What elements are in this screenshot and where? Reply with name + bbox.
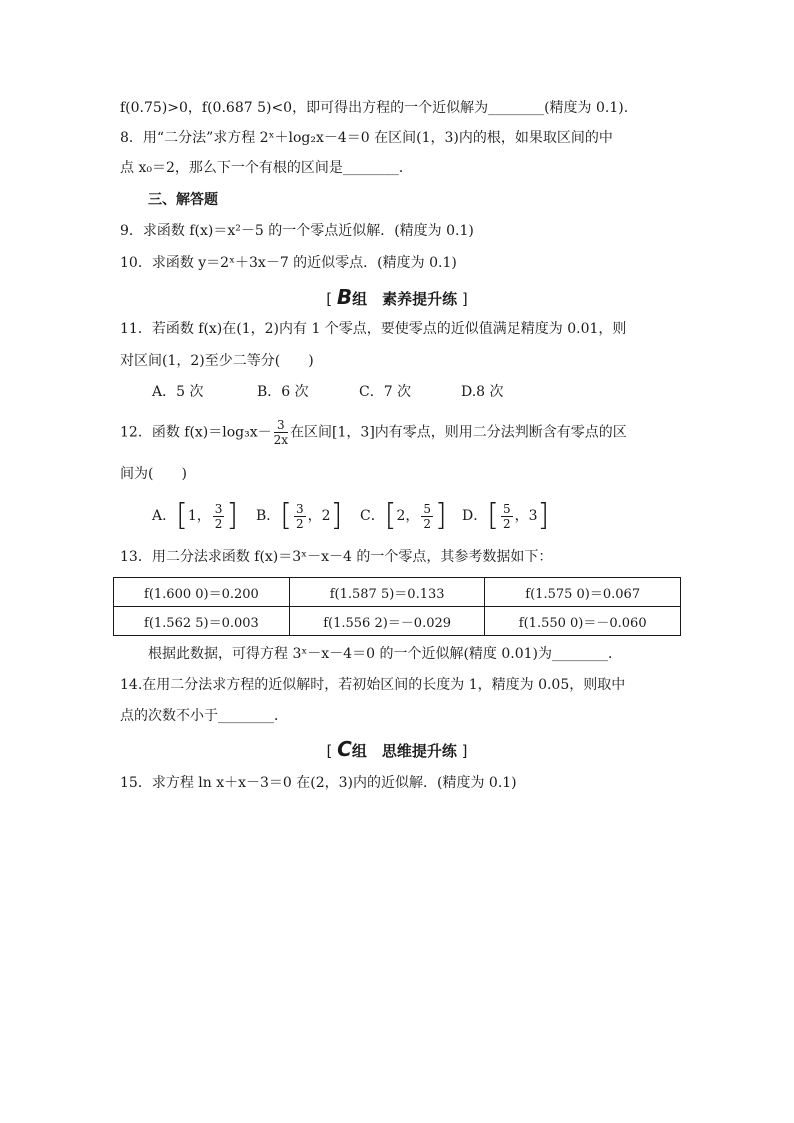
fraction-denominator: 2 xyxy=(423,516,431,531)
table-cell: f(1.575 0)＝0.067 xyxy=(485,578,681,607)
line-prev-answer: f(0.75)>0，f(0.687 5)<0，即可得出方程的一个近似解为________(精度为 0.1). xyxy=(120,100,629,116)
question-8-line-2: 点 x₀＝2，那么下一个有根的区间是________． xyxy=(120,160,413,176)
table-cell: f(1.562 5)＝0.003 xyxy=(114,607,290,636)
right-bracket-icon: ] xyxy=(330,498,343,533)
question-9: 9．求函数 f(x)＝x²－5 的一个零点近似解．(精度为 0.1) xyxy=(120,223,474,239)
left-bracket-icon: [ xyxy=(280,498,293,533)
left-bracket-icon: [ xyxy=(384,498,397,533)
section-b-title: 组 素养提升练 xyxy=(352,290,458,308)
fraction xyxy=(294,502,306,531)
question-13-line-1: 13．用二分法求函数 f(x)＝3ˣ－x－4 的一个零点，其参考数据如下： xyxy=(120,549,553,565)
table-cell: f(1.587 5)＝0.133 xyxy=(289,578,485,607)
option-b[interactable]: B．6 次 xyxy=(257,384,309,400)
right-bracket-icon: ] xyxy=(226,498,239,533)
fraction-denominator: 2 xyxy=(502,516,511,531)
option-right: ，3 xyxy=(514,508,538,524)
table-row xyxy=(114,607,681,636)
option-left: 2， xyxy=(396,508,420,524)
section-c-header xyxy=(0,738,794,762)
fraction xyxy=(421,502,433,531)
fraction xyxy=(501,502,513,531)
fraction-numerator: 5 xyxy=(423,501,431,516)
question-13-line-2: 根据此数据，可得方程 3ˣ－x－4＝0 的一个近似解(精度 0.01)为________． xyxy=(148,646,622,662)
question-10: 10．求函数 y＝2ˣ＋3x－7 的近似零点．(精度为 0.1) xyxy=(120,255,457,271)
reference-data-table xyxy=(113,577,681,636)
fraction-denominator: 2 xyxy=(296,516,304,531)
option-c[interactable]: C．7 次 xyxy=(359,384,412,400)
question-11-line-2: 对区间(1，2)至少二等分( ) xyxy=(120,353,314,369)
table-row xyxy=(114,578,681,607)
question-12-line-1 xyxy=(120,418,627,447)
fraction-numerator: 3 xyxy=(274,418,288,433)
table-cell: f(1.600 0)＝0.200 xyxy=(114,578,290,607)
right-bracket-icon: ] xyxy=(435,498,447,533)
table-cell: f(1.556 2)＝－0.029 xyxy=(289,607,485,636)
question-11-line-1: 11．若函数 f(x)在(1，2)内有 1 个零点，要使零点的近似值满足精度为 0.01，则 xyxy=(120,321,627,337)
fraction-denominator: 2 xyxy=(214,516,223,531)
section-c-close-bracket: ] xyxy=(461,742,468,760)
section-c-letter: C xyxy=(337,737,352,761)
right-bracket-icon: ] xyxy=(537,498,550,533)
option-a[interactable] xyxy=(152,500,256,532)
option-d[interactable] xyxy=(462,500,549,532)
fraction xyxy=(213,502,225,531)
option-label: B． xyxy=(256,508,281,524)
section-c-open-bracket: [ xyxy=(326,742,333,760)
option-a[interactable]: A．5 次 xyxy=(152,384,204,400)
question-11-options xyxy=(152,382,504,402)
option-label: D． xyxy=(462,508,488,524)
option-right: ，2 xyxy=(307,508,331,524)
question-15: 15．求方程 ln x＋x－3＝0 在(2，3)内的近似解．(精度为 0.1) xyxy=(120,775,517,791)
left-bracket-icon: [ xyxy=(487,498,499,533)
option-b[interactable] xyxy=(256,500,360,532)
question-8-line-1: 8．用“二分法”求方程 2ˣ＋log₂x－4＝0 在区间(1，3)内的根，如果取区间的中 xyxy=(120,130,613,146)
section-b-letter: B xyxy=(336,285,353,309)
fraction-numerator: 5 xyxy=(502,501,511,516)
table-cell: f(1.550 0)＝－0.060 xyxy=(485,607,681,636)
section-b-header xyxy=(0,286,794,310)
question-12-text-pre: 12．函数 f(x)＝log₃x－ xyxy=(120,424,272,441)
question-12-text-post: 在区间[1，3]内有零点，则用二分法判断含有零点的区 xyxy=(290,424,627,441)
fraction-numerator: 3 xyxy=(214,501,223,516)
section-heading-3: 三、解答题 xyxy=(148,192,218,208)
option-label: C． xyxy=(360,508,385,524)
question-14-line-1: 14.在用二分法求方程的近似解时，若初始区间的长度为 1，精度为 0.05，则取中 xyxy=(120,677,626,693)
option-d[interactable]: D.8 次 xyxy=(461,384,504,400)
fraction xyxy=(274,418,288,447)
question-12-line-2: 间为( ) xyxy=(120,466,187,482)
section-c-title: 组 思维提升练 xyxy=(351,742,457,760)
option-label: A． xyxy=(152,508,177,524)
option-left: 1， xyxy=(187,508,211,524)
left-bracket-icon: [ xyxy=(176,498,188,533)
fraction-denominator: 2x xyxy=(273,433,289,447)
question-12-options xyxy=(152,500,549,532)
section-b-close-bracket: ] xyxy=(461,290,468,308)
option-c[interactable] xyxy=(360,500,462,532)
question-14-line-2: 点的次数不小于________． xyxy=(120,708,288,724)
section-b-open-bracket: [ xyxy=(326,290,333,308)
fraction-numerator: 3 xyxy=(296,501,304,516)
